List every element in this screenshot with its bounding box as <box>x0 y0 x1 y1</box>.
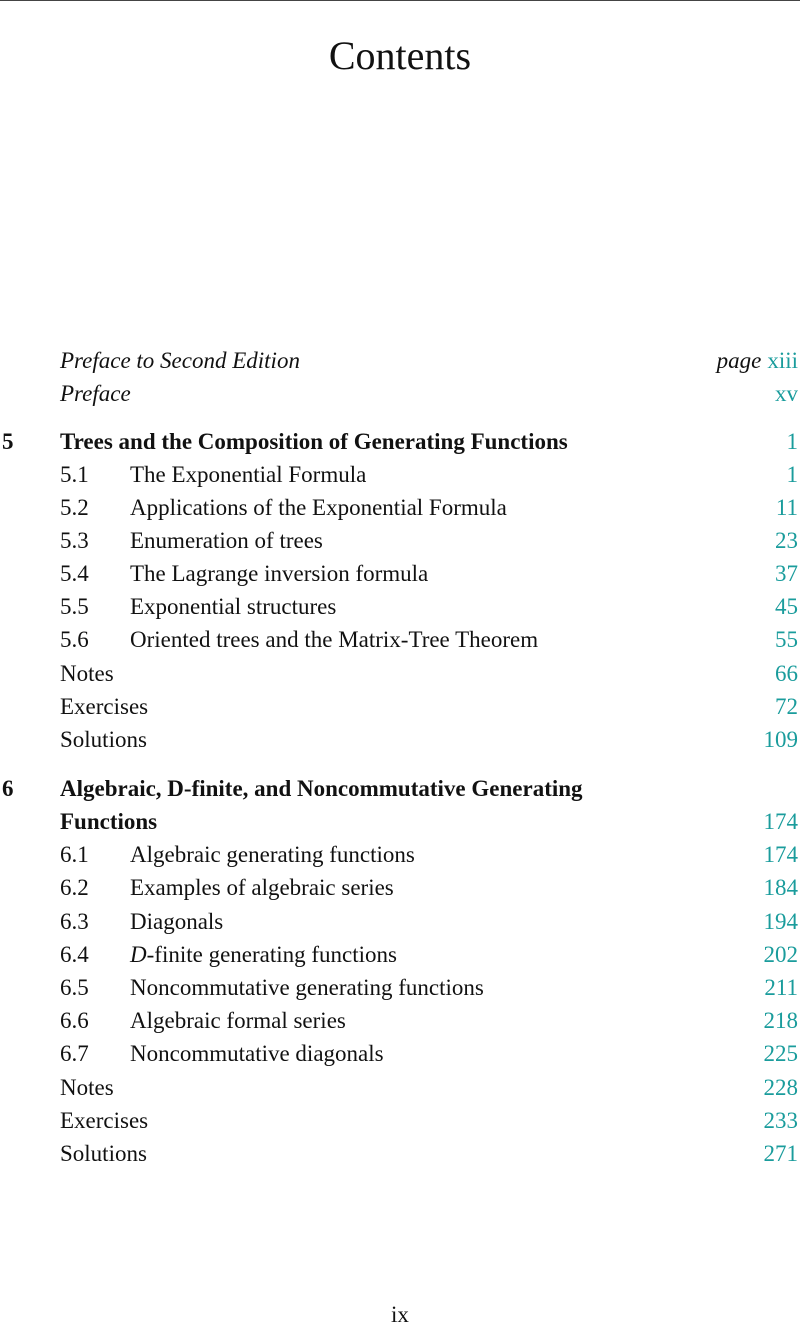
section-title: Applications of the Exponential Formula <box>130 495 507 520</box>
toc-section-5-6[interactable] <box>0 623 800 656</box>
toc-section-6-6[interactable] <box>0 1004 800 1037</box>
page-number[interactable]: 72 <box>775 694 798 719</box>
section-title: Oriented trees and the Matrix-Tree Theorem <box>130 627 539 652</box>
page-number[interactable]: 228 <box>763 1075 798 1100</box>
toc-chapter-6-continued[interactable] <box>0 805 800 838</box>
page-number[interactable]: 55 <box>775 627 798 652</box>
toc-entry-notes-6[interactable] <box>0 1071 800 1104</box>
page-number[interactable]: 194 <box>763 909 798 934</box>
chapter-number: 5 <box>2 429 14 454</box>
page-number[interactable]: 37 <box>775 561 798 586</box>
entry-title: Exercises <box>60 694 149 719</box>
page-number[interactable]: 233 <box>763 1108 798 1133</box>
section-title: Noncommutative generating functions <box>130 975 484 1000</box>
toc-chapter-5[interactable] <box>0 425 800 458</box>
page-number[interactable]: 202 <box>763 942 798 967</box>
section-number: 6.6 <box>60 1008 89 1033</box>
page-number[interactable]: 271 <box>763 1141 798 1166</box>
section-number: 6.4 <box>60 942 89 967</box>
chapter-title-continued: Functions <box>60 809 158 834</box>
section-number: 5.4 <box>60 561 89 586</box>
page-number[interactable]: 45 <box>775 594 798 619</box>
page-number[interactable]: 174 <box>763 809 798 834</box>
page-number[interactable]: 218 <box>763 1008 798 1033</box>
section-number: 6.7 <box>60 1041 89 1066</box>
section-title: Noncommutative diagonals <box>130 1041 384 1066</box>
section-number: 5.2 <box>60 495 89 520</box>
page-number[interactable]: 184 <box>763 875 798 900</box>
chapter-title: Trees and the Composition of Generating Functions <box>60 429 568 454</box>
section-number: 6.5 <box>60 975 89 1000</box>
page-number[interactable]: 1 <box>786 462 798 487</box>
section-number: 6.1 <box>60 842 89 867</box>
page-folio: ix <box>391 1302 409 1327</box>
section-title <box>130 938 397 971</box>
page-number[interactable]: 11 <box>775 495 798 520</box>
entry-title: Solutions <box>60 1141 147 1166</box>
page-number[interactable]: 211 <box>764 975 798 1000</box>
entry-title: Preface <box>60 381 131 406</box>
section-number: 5.1 <box>60 462 89 487</box>
page-number[interactable]: 174 <box>763 842 798 867</box>
page-value: xiii <box>767 348 798 373</box>
section-title: The Exponential Formula <box>130 462 367 487</box>
toc-chapter-6[interactable] <box>0 772 800 805</box>
page-number[interactable]: 1 <box>786 429 798 454</box>
section-number: 6.2 <box>60 875 89 900</box>
page-number[interactable]: 23 <box>775 528 798 553</box>
entry-title: Notes <box>60 1075 114 1100</box>
toc-entry-exercises-6[interactable] <box>0 1104 800 1137</box>
toc-entry-preface-second-edition[interactable] <box>0 344 800 377</box>
page-number[interactable]: xv <box>775 381 798 406</box>
toc-section-6-4[interactable] <box>0 938 800 971</box>
toc-section-5-3[interactable] <box>0 524 800 557</box>
entry-title: Notes <box>60 661 114 686</box>
section-title: Exponential structures <box>130 594 337 619</box>
toc-entry-solutions-6[interactable] <box>0 1137 800 1170</box>
section-title: Examples of algebraic series <box>130 875 394 900</box>
toc-section-6-3[interactable] <box>0 905 800 938</box>
section-title: Diagonals <box>130 909 224 934</box>
toc-section-6-7[interactable] <box>0 1037 800 1070</box>
entry-title: Preface to Second Edition <box>60 348 300 373</box>
section-number: 5.5 <box>60 594 89 619</box>
section-title: Algebraic formal series <box>130 1008 346 1033</box>
top-rule <box>0 0 800 1</box>
page-title: Contents <box>328 33 472 78</box>
entry-title: Solutions <box>60 727 147 752</box>
toc-section-5-1[interactable] <box>0 458 800 491</box>
toc-section-6-2[interactable] <box>0 871 800 904</box>
page-number[interactable]: 225 <box>763 1041 798 1066</box>
toc-entry-solutions-5[interactable] <box>0 723 800 756</box>
page-number[interactable] <box>717 344 798 377</box>
toc-entry-exercises-5[interactable] <box>0 690 800 723</box>
section-number: 5.3 <box>60 528 89 553</box>
page-number[interactable]: 66 <box>775 661 798 686</box>
chapter-number: 6 <box>2 776 14 801</box>
toc-section-5-2[interactable] <box>0 491 800 524</box>
section-title: Enumeration of trees <box>130 528 323 553</box>
section-title: Algebraic generating functions <box>130 842 415 867</box>
page-prefix: page <box>716 348 762 373</box>
toc-section-5-5[interactable] <box>0 590 800 623</box>
section-title-italic: D <box>130 942 147 967</box>
toc-section-6-5[interactable] <box>0 971 800 1004</box>
chapter-title: Algebraic, D-finite, and Noncommutative Generating <box>60 776 583 801</box>
toc-section-6-1[interactable] <box>0 838 800 871</box>
section-number: 6.3 <box>60 909 89 934</box>
section-title-rest: -finite generating functions <box>146 942 397 967</box>
toc-entry-preface[interactable] <box>0 377 800 410</box>
section-number: 5.6 <box>60 627 89 652</box>
entry-title: Exercises <box>60 1108 149 1133</box>
page-number[interactable]: 109 <box>763 727 798 752</box>
toc-section-5-4[interactable] <box>0 557 800 590</box>
toc-entry-notes-5[interactable] <box>0 657 800 690</box>
section-title: The Lagrange inversion formula <box>130 561 429 586</box>
